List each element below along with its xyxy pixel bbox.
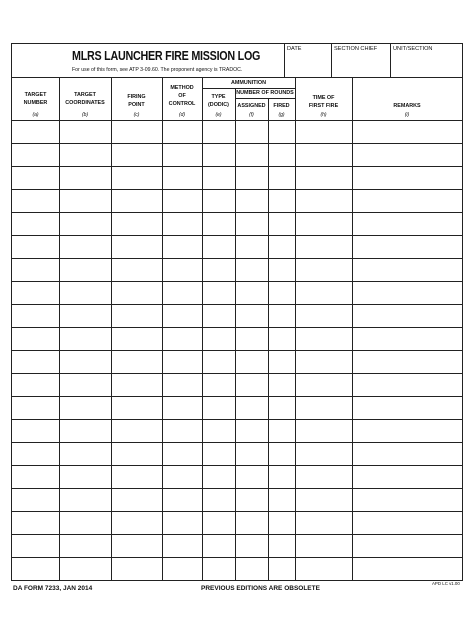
table-row[interactable]	[12, 373, 462, 396]
header-method-of-control: METHOD OF CONTROL	[168, 85, 196, 107]
header-target-number: TARGET NUMBER	[23, 92, 48, 106]
code-b: (b)	[81, 112, 89, 118]
table-row[interactable]	[12, 304, 462, 327]
header-time-of-first-fire: TIME OF FIRST FIRE	[308, 95, 339, 109]
date-label: DATE	[287, 46, 302, 52]
table-row[interactable]	[12, 281, 462, 304]
table-row[interactable]	[12, 166, 462, 189]
header-ammunition: AMMUNITION	[230, 80, 267, 86]
code-c: (c)	[133, 112, 140, 118]
section-chief-field[interactable]	[331, 44, 391, 77]
code-e: (e)	[215, 112, 222, 118]
form-number: DA FORM 7233, JAN 2014	[13, 585, 93, 592]
title-divider	[12, 77, 462, 78]
table-row[interactable]	[12, 442, 462, 465]
editions-notice: PREVIOUS EDITIONS ARE OBSOLETE	[201, 585, 320, 592]
code-g: (g)	[278, 112, 285, 118]
table-row[interactable]	[12, 396, 462, 419]
table-row[interactable]	[12, 488, 462, 511]
table-row[interactable]	[12, 534, 462, 557]
table-row[interactable]	[12, 189, 462, 212]
section-chief-label: SECTION CHIEF	[334, 46, 378, 52]
table-row[interactable]	[12, 212, 462, 235]
header-firing-point: FIRING POINT	[127, 94, 146, 108]
code-d: (d)	[178, 112, 186, 118]
table-row[interactable]	[12, 143, 462, 166]
table-row[interactable]	[12, 235, 462, 258]
rounds-divider	[235, 98, 295, 99]
form-subtitle: For use of this form, see ATP 3-09.60. The proponent agency is TRADOC.	[72, 67, 243, 73]
header-type: TYPE (DODIC)	[208, 94, 229, 108]
code-i: (i)	[404, 112, 410, 118]
header-target-coordinates: TARGET COORDINATES	[65, 92, 105, 106]
form-title: MLRS LAUNCHER FIRE MISSION LOG	[72, 49, 261, 63]
code-h: (h)	[320, 112, 327, 118]
table-row[interactable]	[12, 258, 462, 281]
header-fired: FIRED	[273, 103, 290, 109]
date-field[interactable]	[284, 44, 332, 77]
table-row[interactable]	[12, 511, 462, 534]
header-number-of-rounds: NUMBER OF ROUNDS	[236, 90, 294, 96]
fire-mission-log-form	[11, 43, 463, 581]
table-row[interactable]	[12, 465, 462, 488]
table-row[interactable]	[12, 327, 462, 350]
table-row[interactable]	[12, 350, 462, 373]
table-row[interactable]	[12, 419, 462, 442]
header-remarks: REMARKS	[393, 103, 421, 109]
header-assigned: ASSIGNED	[237, 103, 266, 109]
apd-version: APD LC v1.00	[432, 581, 460, 586]
unit-section-label: UNIT/SECTION	[393, 46, 433, 52]
code-a: (a)	[32, 112, 39, 118]
table-row[interactable]	[12, 557, 462, 580]
unit-section-field[interactable]	[390, 44, 462, 77]
table-row[interactable]	[12, 120, 462, 143]
code-f: (f)	[249, 112, 254, 118]
title-block	[12, 44, 285, 77]
